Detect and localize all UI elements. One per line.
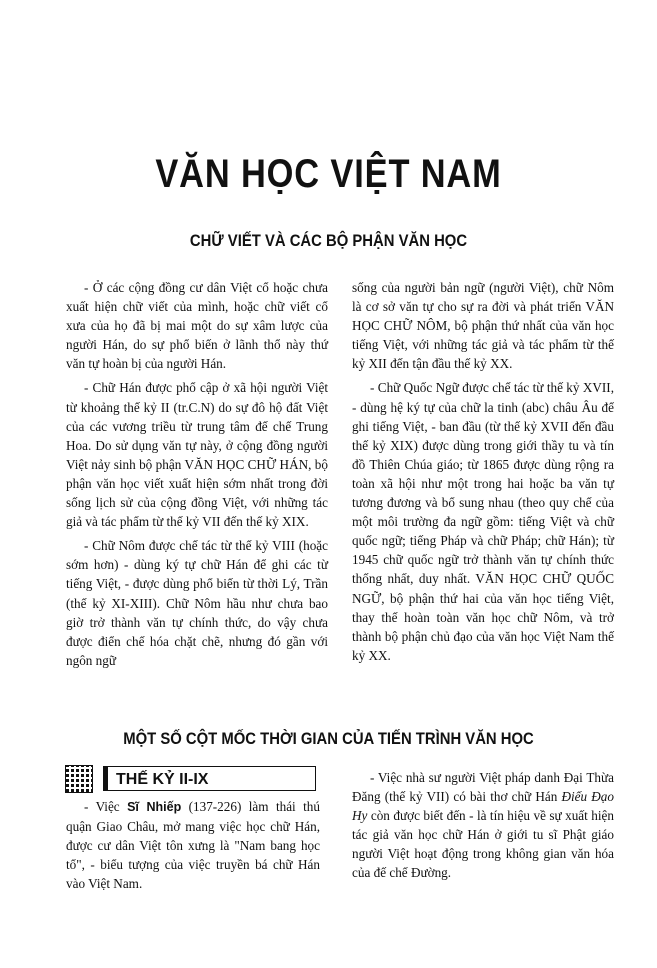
text: - Việc xyxy=(84,799,128,814)
qr-code-icon xyxy=(66,766,92,792)
paragraph: sống của người bản ngữ (người Việt), chữ Nôm là cơ sở văn tự cho sự ra đời và phát triển VĂN HỌC CHỮ NÔM, bộ phận thứ nhất của văn học tiếng Việt, với những tác giả và tác phẩm từ thế kỷ XII đến tận đầu thế kỷ XX. xyxy=(352,280,614,372)
section1-right-column xyxy=(352,278,614,670)
text: - Việc nhà sư người Việt pháp danh Đại Thừa Đăng (thế kỷ VII) có bài thơ chữ Hán xyxy=(352,770,614,805)
section2-right-column xyxy=(352,768,614,888)
text: (137-226) làm thái thú quận Giao Châu, mở mang việc học chữ Hán, được cư dân Việt tôn xưng là "Nam bang học tổ", - biểu tượng của việc truyền bá chữ Hán vào Việt Nam. xyxy=(66,799,320,892)
person-name: Sĩ Nhiếp xyxy=(127,800,182,814)
century-header xyxy=(66,766,320,793)
paragraph xyxy=(66,797,320,893)
work-title: Điếu Đạo Hy xyxy=(352,789,614,824)
paragraph: - Ở các cộng đồng cư dân Việt cổ hoặc chưa xuất hiện chữ viết của mình, hoặc chữ viết cổ xưa của họ đã bị mai một do sự xâm lược của người Hán, do sự phổ biến ở lãnh thổ này thứ văn tự hoàn bị của người Hán. xyxy=(66,280,328,372)
paragraph: - Chữ Quốc Ngữ được chế tác từ thế kỷ XVII, - dùng hệ ký tự của chữ la tinh (abc) châu Âu để ghi tiếng Việt, - ban đầu (từ thế kỷ XVII đến đầu thế kỷ XIX) được dùng trong giới thầy tu và tín đồ Thiên Chúa giáo; từ 1865 được dùng rộng ra toàn xã hội như một trong hai hoặc ba văn tự tương đương và bổ sung nhau (theo quy chế của một môi trường đa ngữ gồm: tiếng Việt và chữ quốc ngữ; tiếng Pháp và chữ Pháp; chữ Hán); từ 1945 chữ quốc ngữ trở thành văn tự chính thức thống nhất, duy nhất. VĂN HỌC CHỮ QUỐC NGỮ, bộ phận thứ hai của văn học tiếng Việt, thay thế hoàn toàn văn học chữ Nôm, và trở thành bộ phận chủ đạo của văn học Việt Nam thế kỷ XX. xyxy=(352,380,614,663)
paragraph: - Chữ Hán được phổ cập ở xã hội người Việt từ khoảng thế kỷ II (tr.C.N) do sự đô hộ đất Việt của các vương triều từ trung tâm đế chế Trung Hoa. Do sử dụng văn tự này, ở cộng đồng người Việt nảy sinh bộ phận VĂN HỌC CHỮ HÁN, bộ phận văn học viết xuất hiện sớm nhất trong đời sống lịch sử của cộng đồng Việt, với những tác giả và tác phẩm từ thế kỷ VII đến thế kỷ XIX. xyxy=(66,380,328,530)
paragraph: - Chữ Nôm được chế tác từ thế kỷ VIII (hoặc sớm hơn) - dùng ký tự chữ Hán để ghi các từ tiếng Việt, - được dùng phổ biến từ thời Lý, Trần (thế kỷ XI-XIII). Chữ Nôm hầu như chưa bao giờ trở thành văn tự chính thức, do vậy chưa được điển chế hóa chặt chẽ, nhưng đó gần với ngôn ngữ xyxy=(66,538,328,668)
page-title: VĂN HỌC VIỆT NAM xyxy=(155,152,502,196)
section-heading-milestones: MỘT SỐ CỘT MỐC THỜI GIAN CỦA TIẾN TRÌNH VĂN HỌC xyxy=(123,730,534,748)
section1-left-column xyxy=(66,278,328,675)
text: còn được biết đến - là tín hiệu về sự xuất hiện tác giả văn học chữ Hán ở giới tu sĩ Phật giáo người Việt hoạt động trong không gian văn hóa của đế chế Đường. xyxy=(352,808,614,881)
paragraph xyxy=(352,768,614,883)
section2-left-column xyxy=(66,797,320,898)
century-label: THẾ KỶ II-IX xyxy=(103,766,316,791)
section-heading-writing: CHỮ VIẾT VÀ CÁC BỘ PHẬN VĂN HỌC xyxy=(189,232,468,250)
